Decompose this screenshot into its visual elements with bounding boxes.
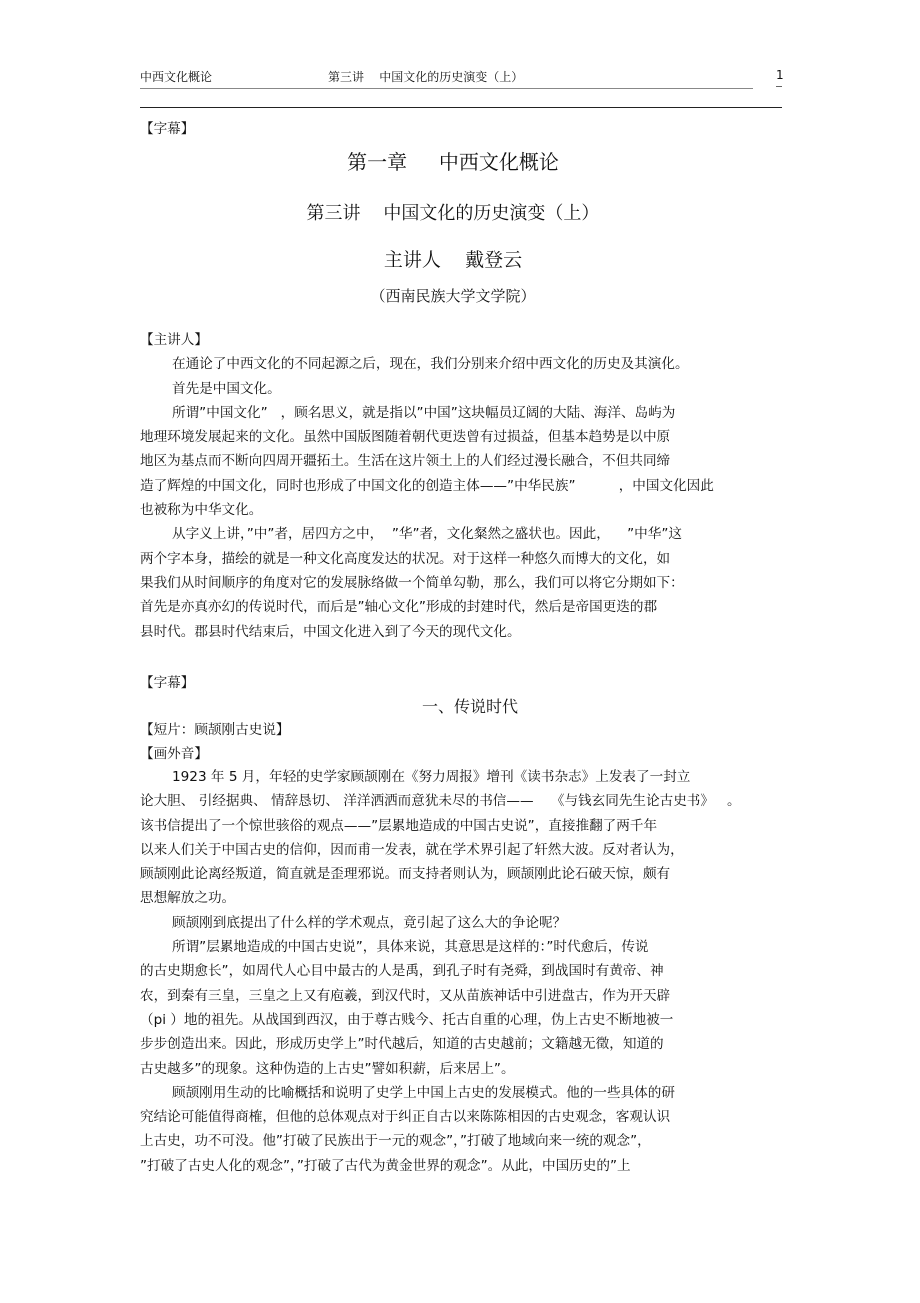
text-line: 顾颉刚到底提出了什么样的学术观点，竟引起了这么大的争论呢？ (172, 914, 567, 931)
text-line: 该书信提出了一个惊世骇俗的观点——”层累地造成的中国古史说”，直接推翻了两千年 (140, 817, 658, 834)
header-divider (140, 107, 782, 108)
text-line: 在通论了中西文化的不同起源之后，现在，我们分别来介绍中西文化的历史及其演化。 (172, 356, 689, 373)
text-line: 造了辉煌的中国文化，同时也形成了中国文化的创造主体——”中华民族” ，中国文化因此 (140, 477, 714, 494)
text-line: 论大胆、 引经据典、 情辞恳切、 洋洋洒洒而意犹未尽的书信—— 《与钱玄同先生论古史书》 。 (140, 793, 741, 810)
header-rule (140, 88, 753, 89)
text-line: 顾颉刚此论离经叛道，简直就是歪理邪说。而支持者则认为，顾颉刚此论石破天惊，颇有 (140, 866, 671, 883)
text-line: 以来人们关于中国古史的信仰，因而甫一发表，就在学术界引起了轩然大波。反对者认为， (140, 841, 684, 858)
text-line: 思想解放之功。 (140, 890, 236, 907)
text-line: 上古史，功不可没。他”打破了民族出于一元的观念”，”打破了地域向来一统的观念”， (140, 1133, 651, 1150)
chapter-title: 第一章 中西文化概论 (347, 150, 559, 174)
lecture-title: 第三讲 中国文化的历史演变（上） (306, 203, 600, 224)
speaker-line: 主讲人 戴登云 (383, 249, 523, 271)
affiliation-line: （西南民族大学文学院） (370, 287, 536, 305)
text-line: （pi ）地的祖先。从战国到西汉，由于尊古贱今、托古自重的心理，伪上古史不断地被一 (140, 1011, 674, 1028)
text-line: 首先是中国文化。 (172, 380, 281, 397)
section1-body (140, 328, 790, 644)
header-center-title: 第三讲 中国文化的历史演变（上） (328, 70, 524, 84)
text-line: 两个字本身，描绘的就是一种文化高度发达的状况。对于这样一种悠久而博大的文化，如 (140, 550, 671, 567)
text-line: 所谓”层累地造成的中国古史说”，具体来说，其意思是这样的：”时代愈后，传说 (172, 939, 649, 956)
header-left-title: 中西文化概论 (140, 70, 213, 84)
subtitle-tag: 【字幕】 (140, 121, 195, 137)
text-line: 步步创造出来。因此，形成历史学上”时代越后，知道的古史越前；文籍越无徵，知道的 (140, 1036, 664, 1053)
text-line: 也被称为中华文化。 (140, 502, 263, 519)
text-line: 农，到秦有三皇，三皇之上又有庖羲，到汉代时，又从苗族神话中引进盘古，作为开天辟 (140, 987, 671, 1004)
clip-tag: 【短片：顾颉刚古史说】 (140, 722, 290, 738)
text-line: 究结论可能值得商榷，但他的总体观点对于纠正自古以来陈陈相因的古史观念，客观认识 (140, 1109, 671, 1126)
text-line: 的古史期愈长”，如周代人心目中最古的人是禹，到孔子时有尧舜，到战国时有黄帝、神 (140, 963, 664, 980)
text-line: 1923 年 5 月，年轻的史学家顾颉刚在《努力周报》增刊《读书杂志》上发表了一封立 (172, 769, 691, 785)
page-number-rule (776, 86, 782, 87)
page-number: 1 (776, 68, 784, 82)
text-line: ”打破了古史人化的观念”，”打破了古代为黄金世界的观念”。从此，中国历史的”上 (140, 1157, 631, 1174)
text-line: 从字义上讲，”中”者，居四方之中， ”华”者，文化粲然之盛状也。因此， ”中华”这 (172, 526, 682, 543)
text-line: 地区为基点而不断向四周开疆拓土。生活在这片领土上的人们经过漫长融合，不但共同缔 (140, 453, 671, 470)
text-line: 所谓”中国文化” ，顾名思义，就是指以”中国”这块幅员辽阔的大陆、海洋、岛屿为 (172, 404, 676, 421)
text-line: 顾颉刚用生动的比喻概括和说明了史学上中国上古史的发展模式。他的一些具体的研 (172, 1084, 675, 1101)
section2-body (140, 765, 790, 1178)
subtitle-tag-2: 【字幕】 (140, 675, 195, 691)
text-line: 首先是亦真亦幻的传说时代，而后是”轴心文化”形成的封建时代，然后是帝国更迭的郡 (140, 599, 658, 616)
voiceover-tag: 【画外音】 (140, 746, 208, 762)
text-line: 果我们从时间顺序的角度对它的发展脉络做一个简单勾勒，那么，我们可以将它分期如下： (140, 574, 684, 591)
section-heading: 一、传说时代 (422, 697, 519, 716)
text-line: 【主讲人】 (140, 332, 208, 348)
text-line: 古史越多”的现象。这种伪造的上古史”譬如积薪，后来居上”。 (140, 1060, 515, 1077)
text-line: 县时代。郡县时代结束后，中国文化进入到了今天的现代文化。 (140, 623, 521, 640)
text-line: 地理环境发展起来的文化。虽然中国版图随着朝代更迭曾有过损益，但基本趋势是以中原 (140, 429, 671, 446)
